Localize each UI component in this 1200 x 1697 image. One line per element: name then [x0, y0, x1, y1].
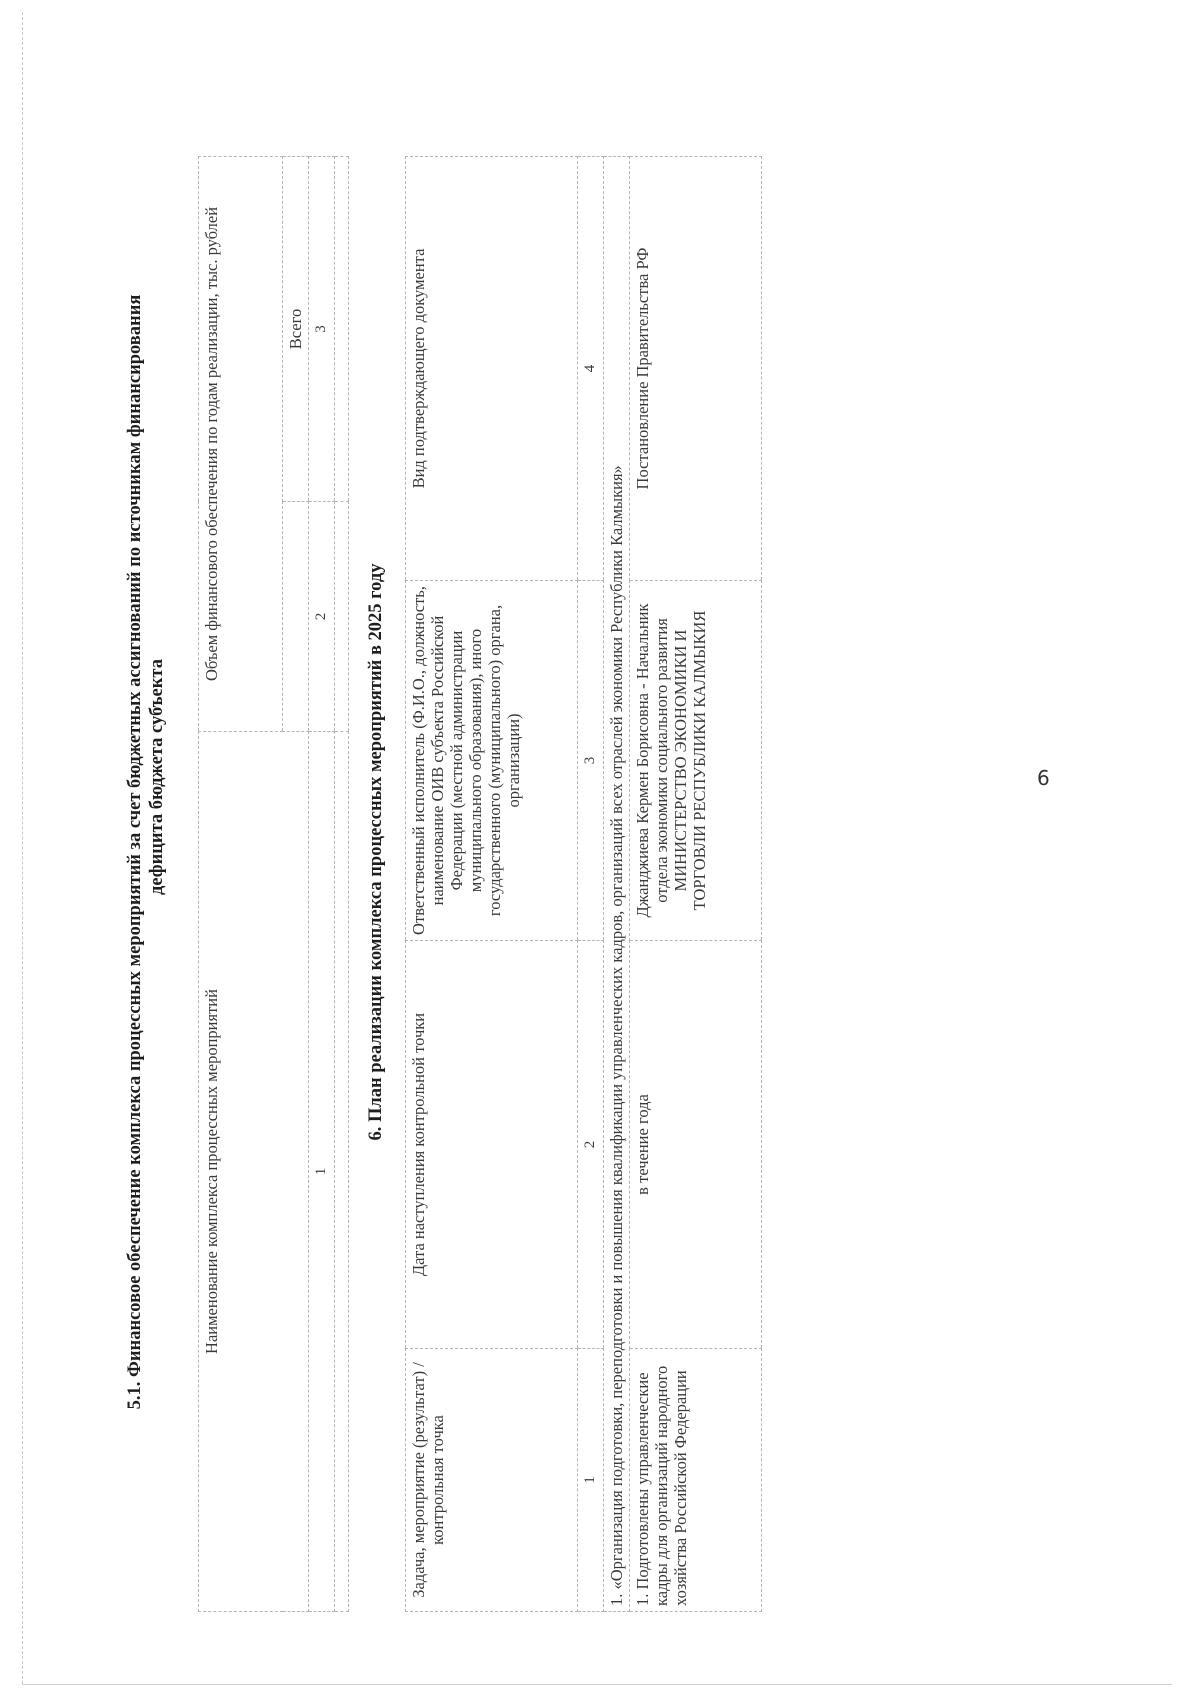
- financing-header-total: Всего: [283, 156, 309, 501]
- plan-item-result: 1. Подготовлены управленческие кадры для организаций народного хозяйства Российской Федерации: [630, 1349, 762, 1612]
- page-number: 6: [1037, 766, 1050, 790]
- plan-item-document: Постановление Правительства РФ: [630, 157, 762, 581]
- section-5-1-title: [124, 52, 168, 1652]
- financing-col-number-1: 1: [309, 732, 335, 1612]
- plan-task-row: 1. «Организация подготовки, переподготовки и повышения квалификации управленческих кадров, организаций всех отраслей экономики Республики Калмыкия»: [604, 157, 630, 1612]
- plan-col-number-1: 1: [578, 1349, 604, 1612]
- financing-header-volume: Объем финансового обеспечения по годам реализации, тыс. рублей: [199, 156, 283, 731]
- financing-col-number-3: 3: [309, 156, 335, 501]
- plan-header-document: Вид подтверждающего документа: [406, 157, 578, 581]
- scan-bottom-edge: [22, 1684, 1172, 1685]
- financing-header-name: Наименование комплекса процессных мероприятий: [199, 732, 309, 1612]
- section-6-title: 6. План реализации комплекса процессных мероприятий в 2025 году: [366, 563, 386, 1141]
- financing-col-number-2: 2: [309, 502, 335, 732]
- plan-col-number-2: 2: [578, 941, 604, 1349]
- plan-item-responsible: [630, 581, 762, 941]
- plan-header-task: Задача, мероприятие (результат) / контрольная точка: [406, 1349, 578, 1612]
- section-5-1-title-line1: 5.1. Финансовое обеспечение комплекса процессных мероприятий за счет бюджетных ассигнований по источникам финансирования: [125, 294, 145, 1410]
- plan-header-date: Дата наступления контрольной точки: [406, 941, 578, 1349]
- rotated-document-sheet: [118, 52, 1078, 1652]
- financing-table: [198, 156, 349, 1612]
- responsible-person: Джанджиева Кермен Борисовна - Начальник отдела экономики социального развития: [633, 603, 671, 918]
- responsible-organization: МИНИСТЕРСТВО ЭКОНОМИКИ И ТОРГОВЛИ РЕСПУБЛИКИ КАЛМЫКИЯ: [671, 610, 709, 911]
- plan-header-responsible: Ответственный исполнитель (Ф.И.О., должность, наименование ОИВ субъекта Российской Федерации (местной администрации муниципального образования), иного государственного (муниципального) органа, организации): [406, 581, 578, 941]
- plan-col-number-3: 3: [578, 581, 604, 941]
- section-5-1-title-line2: дефицита бюджета субъекта: [147, 659, 167, 896]
- scan-left-edge: [22, 12, 23, 1684]
- plan-item-date: в течение года: [630, 941, 762, 1349]
- plan-col-number-4: 4: [578, 157, 604, 581]
- plan-table: [405, 156, 762, 1612]
